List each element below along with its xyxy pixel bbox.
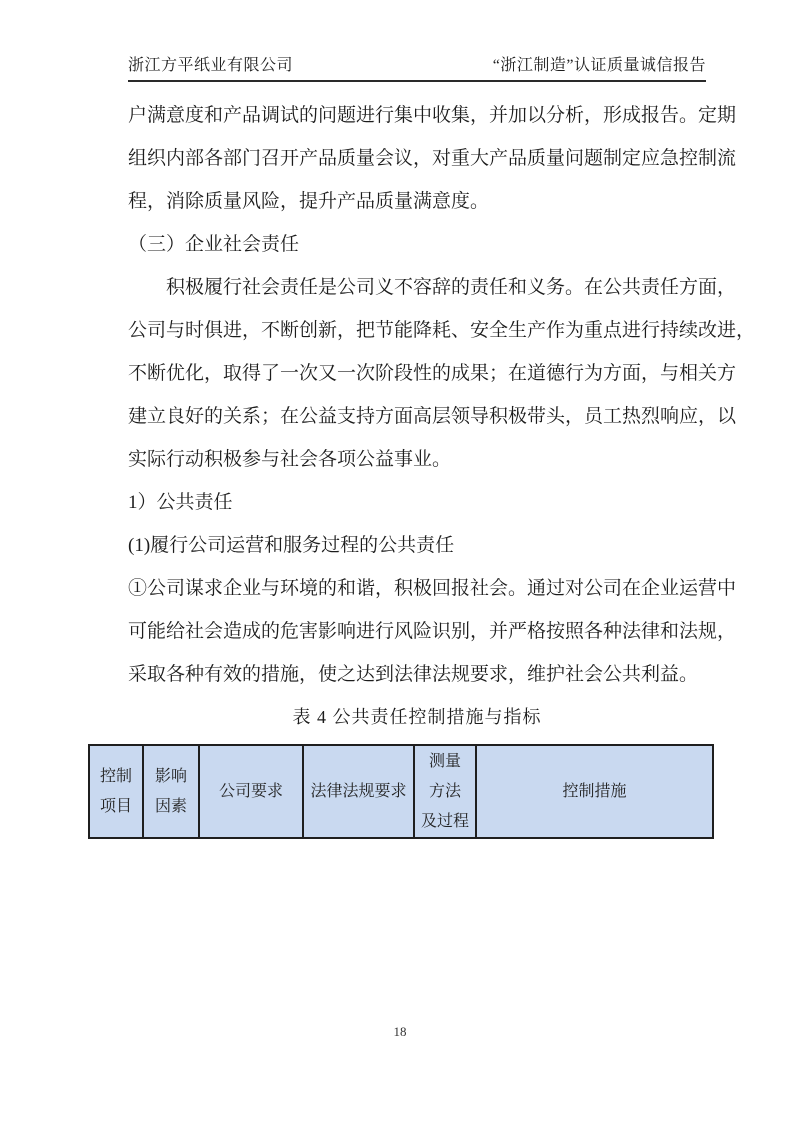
page-number: 18 — [393, 1024, 407, 1039]
paragraph-risk-identification — [128, 567, 737, 696]
text-line: 可能给社会造成的危害影响进行风险识别，并严格按照各种法律和法规， — [128, 621, 737, 642]
table-header-cell-measurement-method — [414, 745, 476, 838]
header-company-name: 浙江方平纸业有限公司 — [128, 57, 294, 74]
page-header — [128, 52, 706, 82]
text-line: 积极履行社会责任是公司义不容辞的责任和义务。在公共责任方面， — [166, 277, 737, 298]
table-header-row — [89, 745, 713, 838]
cell-text-line: 测量 — [428, 752, 461, 770]
text-line: 采取各种有效的措施，使之达到法律法规要求，维护社会公共利益。 — [128, 664, 699, 685]
cell-text-line: 法律法规要求 — [310, 782, 407, 800]
sub-heading-operation-service: (1)履行公司运营和服务过程的公共责任 — [128, 535, 455, 556]
text-line: 公司与时俱进，不断创新，把节能降耗、安全生产作为重点进行持续改进， — [128, 320, 756, 341]
sub-heading-public-responsibility: 1）公共责任 — [128, 492, 233, 513]
cell-text-line: 因素 — [154, 797, 187, 815]
text-line: 建立良好的关系；在公益支持方面高层领导积极带头，员工热烈响应，以 — [128, 406, 737, 427]
public-responsibility-table — [88, 744, 714, 839]
text-line: 组织内部各部门召开产品质量会议，对重大产品质量问题制定应急控制流 — [128, 148, 737, 169]
text-line: 程，消除质量风险，提升产品质量满意度。 — [128, 191, 490, 212]
cell-text-line: 公司要求 — [218, 782, 283, 800]
cell-text-line: 控制措施 — [562, 782, 627, 800]
cell-text-line: 控制 — [99, 767, 132, 785]
cell-text-line: 方法 — [428, 782, 461, 800]
cell-text-line: 及过程 — [420, 812, 469, 830]
table-header-cell-law-requirement — [303, 745, 414, 838]
text-line: 户满意度和产品调试的问题进行集中收集，并加以分析，形成报告。定期 — [128, 105, 737, 126]
table-header-cell-company-requirement — [199, 745, 303, 838]
section-heading-social-responsibility: （三）企业社会责任 — [128, 234, 300, 255]
text-line: 不断优化，取得了一次又一次阶段性的成果；在道德行为方面，与相关方 — [128, 363, 737, 384]
table-header-cell-control-item — [89, 745, 143, 838]
paragraph-social-responsibility — [128, 266, 756, 481]
paragraph-quality-feedback — [128, 94, 737, 223]
cell-text-line: 项目 — [99, 797, 132, 815]
text-line: 实际行动积极参与社会各项公益事业。 — [128, 449, 452, 470]
table-caption: 表 4 公共责任控制措施与指标 — [292, 707, 542, 727]
table-header-cell-influence-factor — [143, 745, 199, 838]
text-line: ①公司谋求企业与环境的和谐，积极回报社会。通过对公司在企业运营中 — [128, 578, 737, 599]
document-body — [99, 94, 756, 839]
header-report-title: “浙江制造”认证质量诚信报告 — [492, 57, 706, 74]
table-header-cell-control-measure — [476, 745, 713, 838]
cell-text-line: 影响 — [154, 767, 187, 785]
